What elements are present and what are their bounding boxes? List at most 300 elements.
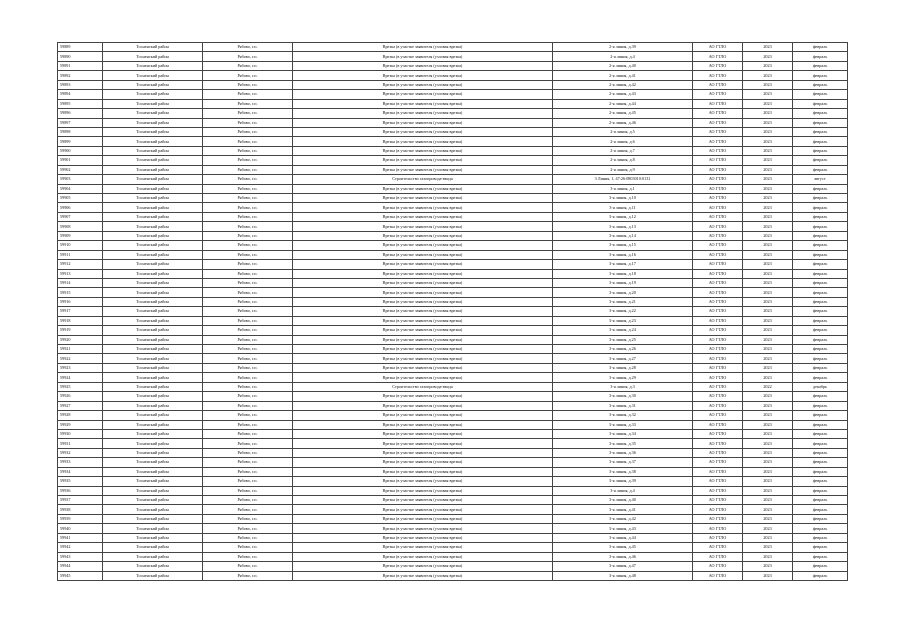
cell-organization: АО ГТЛО [693,52,743,61]
cell-locality: Рябово, г.п. [203,241,293,250]
cell-locality: Рябово, г.п. [203,345,293,354]
cell-organization: АО ГТЛО [693,137,743,146]
cell-organization: АО ГТЛО [693,175,743,184]
cell-organization: АО ГТЛО [693,345,743,354]
cell-id: 59896 [58,109,103,118]
cell-year: 2023 [743,118,793,127]
table-row [58,297,848,306]
cell-locality: Рябово, г.п. [203,543,293,552]
cell-id: 59891 [58,61,103,70]
cell-address: 3-я линия, д.46 [553,552,693,561]
table-row [58,448,848,457]
cell-id: 59922 [58,354,103,363]
cell-month: февраль [793,43,848,52]
cell-id: 59904 [58,184,103,193]
cell-id: 59907 [58,212,103,221]
cell-address: 3-я линия, д.22 [553,307,693,316]
cell-district: Тосненский район [103,543,203,552]
table-row [58,373,848,382]
cell-locality: Рябово, г.п. [203,118,293,127]
cell-organization: АО ГТЛО [693,448,743,457]
cell-locality: Рябово, г.п. [203,137,293,146]
cell-organization: АО ГТЛО [693,165,743,174]
cell-month: февраль [793,477,848,486]
cell-month: февраль [793,146,848,155]
cell-year: 2023 [743,269,793,278]
cell-locality: Рябово, г.п. [203,392,293,401]
cell-organization: АО ГТЛО [693,127,743,136]
cell-organization: АО ГТЛО [693,260,743,269]
cell-year: 2023 [743,52,793,61]
cell-address: 3-я линия, д.48 [553,571,693,580]
cell-work-type: Врезка (в участке заявителя (узловая врезка) [293,231,553,240]
cell-address: 3-я линия, д.11 [553,203,693,212]
cell-district: Тосненский район [103,354,203,363]
cell-work-type: Врезка (в участке заявителя (узловая врезка) [293,533,553,542]
cell-id: 59915 [58,288,103,297]
cell-work-type: Врезка (в участке заявителя (узловая врезка) [293,562,553,571]
cell-organization: АО ГТЛО [693,269,743,278]
table-row [58,562,848,571]
cell-organization: АО ГТЛО [693,297,743,306]
cell-address: 3-я линия, д.30 [553,392,693,401]
cell-organization: АО ГТЛО [693,552,743,561]
cell-address: 3-я линия, д.43 [553,524,693,533]
cell-month: февраль [793,156,848,165]
table-row [58,524,848,533]
table-row [58,61,848,70]
table-row [58,429,848,438]
cell-year: 2023 [743,127,793,136]
table-row [58,231,848,240]
cell-locality: Рябово, г.п. [203,52,293,61]
cell-work-type: Врезка (в участке заявителя (узловая врезка) [293,43,553,52]
cell-month: февраль [793,458,848,467]
cell-id: 59937 [58,496,103,505]
table-row [58,335,848,344]
cell-month: февраль [793,194,848,203]
cell-month: февраль [793,543,848,552]
cell-address: 2-я линия, д.9 [553,165,693,174]
cell-locality: Рябово, г.п. [203,307,293,316]
cell-month: февраль [793,486,848,495]
cell-address: 3-я линия, д.12 [553,212,693,221]
cell-id: 59945 [58,571,103,580]
cell-year: 2023 [743,99,793,108]
cell-district: Тосненский район [103,80,203,89]
cell-district: Тосненский район [103,165,203,174]
cell-organization: АО ГТЛО [693,477,743,486]
cell-address: 3-я линия, д.15 [553,241,693,250]
cell-district: Тосненский район [103,241,203,250]
table-row [58,222,848,231]
cell-district: Тосненский район [103,458,203,467]
cell-locality: Рябово, г.п. [203,250,293,259]
cell-month: февраль [793,260,848,269]
table-row [58,175,848,184]
cell-address: 2-я линия, д.8 [553,156,693,165]
table-row [58,194,848,203]
cell-id: 59920 [58,335,103,344]
table-row [58,345,848,354]
cell-id: 59924 [58,373,103,382]
cell-month: февраль [793,52,848,61]
cell-district: Тосненский район [103,326,203,335]
cell-month: февраль [793,448,848,457]
cell-work-type: Врезка (в участке заявителя (узловая врезка) [293,212,553,221]
cell-address: 3-я линия, д.25 [553,335,693,344]
cell-address: 2-я линия, д.5 [553,127,693,136]
cell-id: 59919 [58,326,103,335]
cell-year: 2023 [743,316,793,325]
cell-id: 59929 [58,420,103,429]
cell-work-type: Врезка (в участке заявителя (узловая врезка) [293,260,553,269]
cell-address: 3 Линия, 1, 47:26:0803010:0131 [553,175,693,184]
cell-district: Тосненский район [103,269,203,278]
cell-month: февраль [793,533,848,542]
cell-id: 59906 [58,203,103,212]
table-row [58,184,848,193]
cell-year: 2023 [743,250,793,259]
cell-address: 3-я линия, д.14 [553,231,693,240]
cell-year: 2023 [743,137,793,146]
cell-locality: Рябово, г.п. [203,505,293,514]
cell-work-type: Врезка (в участке заявителя (узловая врезка) [293,524,553,533]
cell-address: 3-я линия, д.19 [553,278,693,287]
cell-address: 3-я линия, д.17 [553,260,693,269]
cell-locality: Рябово, г.п. [203,401,293,410]
table-row [58,80,848,89]
cell-locality: Рябово, г.п. [203,175,293,184]
cell-locality: Рябово, г.п. [203,146,293,155]
cell-organization: АО ГТЛО [693,61,743,70]
cell-month: февраль [793,61,848,70]
cell-id: 59899 [58,137,103,146]
cell-organization: АО ГТЛО [693,109,743,118]
cell-id: 59892 [58,71,103,80]
table-row [58,203,848,212]
cell-locality: Рябово, г.п. [203,524,293,533]
cell-year: 2023 [743,533,793,542]
cell-locality: Рябово, г.п. [203,571,293,580]
cell-work-type: Врезка (в участке заявителя (узловая врезка) [293,335,553,344]
cell-year: 2023 [743,260,793,269]
cell-locality: Рябово, г.п. [203,184,293,193]
cell-address: 3-я линия, д.23 [553,316,693,325]
cell-district: Тосненский район [103,260,203,269]
cell-work-type: Врезка (в участке заявителя (узловая врезка) [293,241,553,250]
cell-year: 2023 [743,439,793,448]
cell-month: февраль [793,467,848,476]
cell-month: февраль [793,429,848,438]
cell-work-type: Врезка (в участке заявителя (узловая врезка) [293,269,553,278]
cell-district: Тосненский район [103,90,203,99]
cell-id: 59901 [58,156,103,165]
cell-district: Тосненский район [103,194,203,203]
cell-month: февраль [793,316,848,325]
cell-district: Тосненский район [103,203,203,212]
table-body [58,43,848,581]
cell-organization: АО ГТЛО [693,392,743,401]
cell-month: февраль [793,373,848,382]
cell-work-type: Врезка (в участке заявителя (узловая врезка) [293,109,553,118]
cell-organization: АО ГТЛО [693,288,743,297]
cell-month: февраль [793,137,848,146]
cell-organization: АО ГТЛО [693,316,743,325]
cell-district: Тосненский район [103,61,203,70]
cell-year: 2023 [743,345,793,354]
table-row [58,156,848,165]
table-row [58,439,848,448]
cell-id: 59936 [58,486,103,495]
cell-month: февраль [793,90,848,99]
table-row [58,269,848,278]
cell-address: 3-я линия, д.4 [553,486,693,495]
cell-work-type: Врезка (в участке заявителя (узловая врезка) [293,505,553,514]
cell-year: 2023 [743,297,793,306]
cell-organization: АО ГТЛО [693,458,743,467]
table-row [58,99,848,108]
cell-organization: АО ГТЛО [693,307,743,316]
table-row [58,477,848,486]
cell-id: 59931 [58,439,103,448]
cell-district: Тосненский район [103,345,203,354]
cell-district: Тосненский район [103,175,203,184]
cell-locality: Рябово, г.п. [203,165,293,174]
cell-id: 59932 [58,448,103,457]
cell-organization: АО ГТЛО [693,80,743,89]
table-row [58,496,848,505]
cell-work-type: Врезка (в участке заявителя (узловая врезка) [293,118,553,127]
cell-work-type: Врезка (в участке заявителя (узловая врезка) [293,467,553,476]
cell-year: 2023 [743,496,793,505]
cell-id: 59925 [58,382,103,391]
cell-year: 2023 [743,326,793,335]
cell-id: 59909 [58,231,103,240]
cell-address: 3-я линия, д.42 [553,514,693,523]
cell-work-type: Врезка (в участке заявителя (узловая врезка) [293,90,553,99]
cell-month: февраль [793,127,848,136]
cell-id: 59893 [58,80,103,89]
cell-month: февраль [793,269,848,278]
cell-locality: Рябово, г.п. [203,212,293,221]
cell-month: февраль [793,420,848,429]
cell-month: февраль [793,335,848,344]
cell-work-type: Врезка (в участке заявителя (узловая врезка) [293,156,553,165]
table-row [58,278,848,287]
cell-month: февраль [793,250,848,259]
cell-work-type: Врезка (в участке заявителя (узловая врезка) [293,71,553,80]
cell-locality: Рябово, г.п. [203,71,293,80]
cell-locality: Рябово, г.п. [203,448,293,457]
cell-work-type: Врезка (в участке заявителя (узловая врезка) [293,146,553,155]
table-row [58,571,848,580]
cell-address: 3-я линия, д.34 [553,429,693,438]
cell-organization: АО ГТЛО [693,363,743,372]
cell-address: 2-я линия, д.40 [553,61,693,70]
cell-district: Тосненский район [103,212,203,221]
cell-id: 59935 [58,477,103,486]
cell-id: 59939 [58,514,103,523]
cell-address: 2-я линия, д.39 [553,43,693,52]
cell-locality: Рябово, г.п. [203,335,293,344]
cell-month: февраль [793,307,848,316]
cell-locality: Рябово, г.п. [203,411,293,420]
cell-organization: АО ГТЛО [693,505,743,514]
cell-work-type: Врезка (в участке заявителя (узловая врезка) [293,61,553,70]
cell-locality: Рябово, г.п. [203,486,293,495]
cell-month: февраль [793,411,848,420]
cell-locality: Рябово, г.п. [203,458,293,467]
cell-district: Тосненский район [103,401,203,410]
cell-organization: АО ГТЛО [693,146,743,155]
table-row [58,543,848,552]
cell-organization: АО ГТЛО [693,335,743,344]
cell-month: февраль [793,241,848,250]
cell-address: 3-я линия, д.16 [553,250,693,259]
cell-year: 2022 [743,382,793,391]
cell-month: февраль [793,99,848,108]
cell-address: 3-я линия, д.33 [553,420,693,429]
cell-address: 2-я линия, д.45 [553,109,693,118]
cell-organization: АО ГТЛО [693,90,743,99]
cell-year: 2023 [743,543,793,552]
cell-work-type: Врезка (в участке заявителя (узловая врезка) [293,514,553,523]
table-row [58,146,848,155]
cell-address: 3-я линия, д.27 [553,354,693,363]
table-row [58,401,848,410]
cell-district: Тосненский район [103,411,203,420]
cell-organization: АО ГТЛО [693,156,743,165]
cell-organization: АО ГТЛО [693,373,743,382]
cell-work-type: Врезка (в участке заявителя (узловая врезка) [293,52,553,61]
cell-year: 2023 [743,146,793,155]
cell-organization: АО ГТЛО [693,429,743,438]
cell-district: Тосненский район [103,250,203,259]
cell-id: 59928 [58,411,103,420]
cell-year: 2023 [743,241,793,250]
table-row [58,382,848,391]
cell-year: 2023 [743,373,793,382]
cell-district: Тосненский район [103,477,203,486]
cell-district: Тосненский район [103,420,203,429]
cell-locality: Рябово, г.п. [203,552,293,561]
cell-work-type: Врезка (в участке заявителя (узловая врезка) [293,326,553,335]
cell-id: 59903 [58,175,103,184]
cell-year: 2023 [743,194,793,203]
cell-year: 2023 [743,43,793,52]
cell-year: 2023 [743,61,793,70]
cell-work-type: Врезка (в участке заявителя (узловая врезка) [293,137,553,146]
cell-id: 59921 [58,345,103,354]
table-row [58,316,848,325]
cell-year: 2023 [743,354,793,363]
cell-district: Тосненский район [103,496,203,505]
cell-district: Тосненский район [103,533,203,542]
cell-id: 59889 [58,43,103,52]
cell-work-type: Врезка (в участке заявителя (узловая врезка) [293,486,553,495]
cell-work-type: Врезка (в участке заявителя (узловая врезка) [293,297,553,306]
cell-locality: Рябово, г.п. [203,61,293,70]
cell-organization: АО ГТЛО [693,382,743,391]
cell-year: 2023 [743,514,793,523]
cell-id: 59902 [58,165,103,174]
cell-work-type: Врезка (в участке заявителя (узловая врезка) [293,250,553,259]
cell-work-type: Врезка (в участке заявителя (узловая врезка) [293,194,553,203]
cell-address: 3-я линия, д.26 [553,345,693,354]
cell-district: Тосненский район [103,316,203,325]
cell-work-type: Врезка (в участке заявителя (узловая врезка) [293,184,553,193]
cell-organization: АО ГТЛО [693,543,743,552]
cell-organization: АО ГТЛО [693,118,743,127]
cell-locality: Рябово, г.п. [203,222,293,231]
cell-id: 59927 [58,401,103,410]
cell-id: 59912 [58,260,103,269]
cell-id: 59908 [58,222,103,231]
cell-address: 2-я линия, д.46 [553,118,693,127]
cell-month: февраль [793,326,848,335]
cell-year: 2023 [743,401,793,410]
cell-month: февраль [793,288,848,297]
cell-organization: АО ГТЛО [693,278,743,287]
cell-work-type: Врезка (в участке заявителя (узловая врезка) [293,448,553,457]
cell-locality: Рябово, г.п. [203,382,293,391]
table-row [58,118,848,127]
cell-id: 59911 [58,250,103,259]
cell-month: февраль [793,524,848,533]
cell-address: 3-я линия, д.20 [553,288,693,297]
cell-district: Тосненский район [103,505,203,514]
cell-id: 59940 [58,524,103,533]
cell-organization: АО ГТЛО [693,439,743,448]
cell-work-type: Врезка (в участке заявителя (узловая врезка) [293,316,553,325]
spreadsheet-page [57,42,847,581]
cell-year: 2023 [743,184,793,193]
cell-month: февраль [793,222,848,231]
cell-locality: Рябово, г.п. [203,269,293,278]
cell-address: 3-я линия, д.29 [553,373,693,382]
cell-locality: Рябово, г.п. [203,194,293,203]
cell-address: 3-я линия, д.40 [553,496,693,505]
cell-address: 3-я линия, д.32 [553,411,693,420]
cell-address: 3-я линия, д.24 [553,326,693,335]
cell-locality: Рябово, г.п. [203,562,293,571]
table-row [58,514,848,523]
cell-month: август [793,175,848,184]
cell-locality: Рябово, г.п. [203,354,293,363]
cell-address: 2-я линия, д.4 [553,52,693,61]
table-row [58,71,848,80]
cell-organization: АО ГТЛО [693,99,743,108]
cell-locality: Рябово, г.п. [203,203,293,212]
cell-district: Тосненский район [103,156,203,165]
cell-month: февраль [793,109,848,118]
cell-year: 2023 [743,335,793,344]
cell-id: 59895 [58,99,103,108]
cell-work-type: Врезка (в участке заявителя (узловая врезка) [293,458,553,467]
cell-address: 2-я линия, д.44 [553,99,693,108]
cell-month: февраль [793,165,848,174]
cell-year: 2023 [743,109,793,118]
cell-year: 2023 [743,71,793,80]
cell-locality: Рябово, г.п. [203,90,293,99]
table-row [58,43,848,52]
table-row [58,250,848,259]
cell-address: 3-я линия, д.35 [553,439,693,448]
cell-address: 3-я линия, д.13 [553,222,693,231]
cell-year: 2023 [743,486,793,495]
cell-work-type: Врезка (в участке заявителя (узловая врезка) [293,439,553,448]
